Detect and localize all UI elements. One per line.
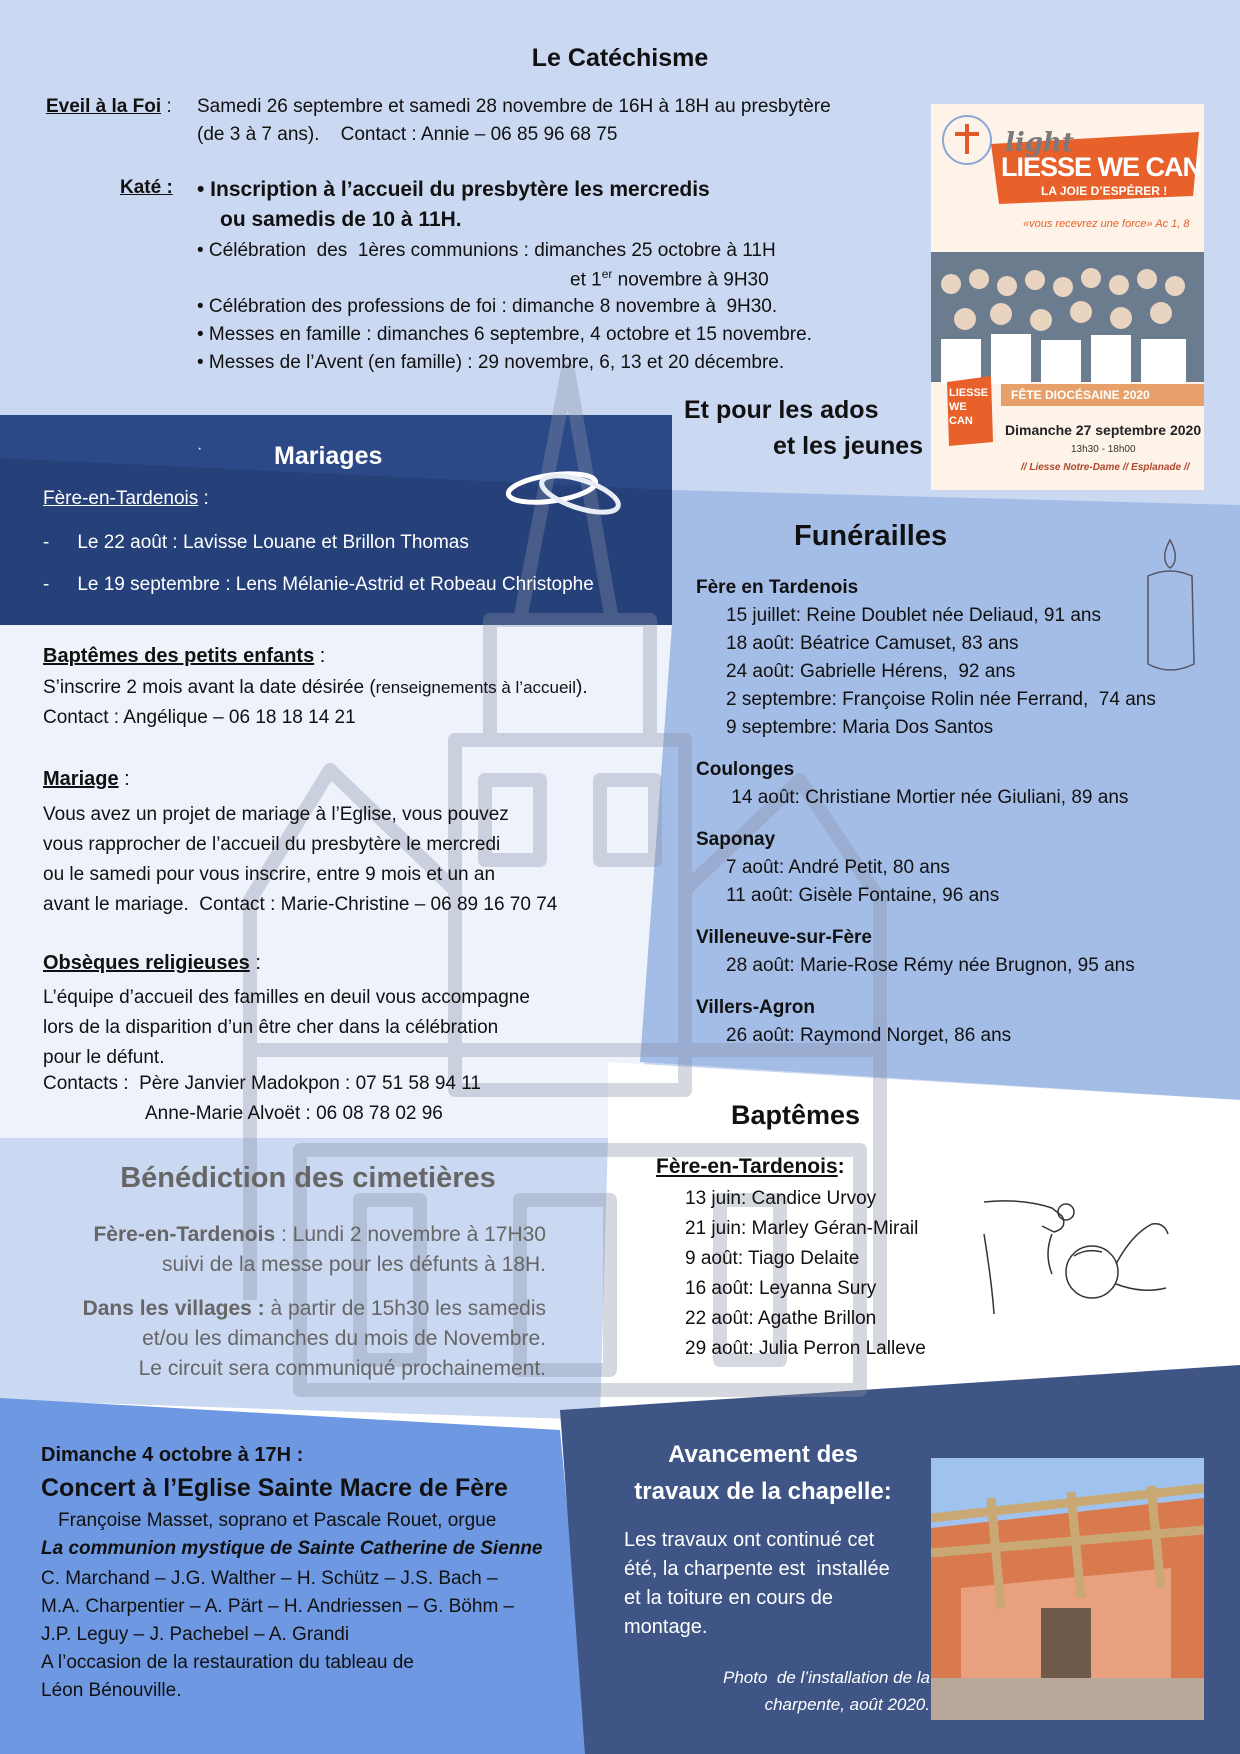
mariages-bullet: · xyxy=(197,440,203,457)
poster-top: light xyxy=(1005,128,1074,158)
ados-line-2: et les jeunes xyxy=(773,432,924,460)
funerailles-title: Funérailles xyxy=(794,520,948,552)
chapel-photo xyxy=(931,1458,1204,1720)
kate-line-1: • Inscription à l’accueil du presbytère les mercredis xyxy=(197,178,710,201)
text-line: avant le mariage. Contact : Marie-Christine – 06 89 16 70 74 xyxy=(43,894,558,915)
text-line: pour le défunt. xyxy=(43,1047,165,1068)
funerailles-entry: 24 août: Gabrielle Hérens, 92 ans xyxy=(726,661,1016,682)
benediction-fere: Fère-en-Tardenois : Lundi 2 novembre à 17H30 suivi de la messe pour les défunts à 18H. xyxy=(20,1220,546,1280)
funerailles-entry: 11 août: Gisèle Fontaine, 96 ans xyxy=(726,885,1000,906)
funerailles-entry: 26 août: Raymond Norget, 86 ans xyxy=(726,1025,1012,1046)
poster-logo: LIESSE WE CAN xyxy=(949,387,989,427)
bapteme-entry: 29 août: Julia Perron Lalleve xyxy=(685,1338,926,1359)
text-line: Les travaux ont continué cet xyxy=(624,1529,875,1551)
kate-label: Katé : xyxy=(120,177,173,198)
poster-hours: 13h30 - 18h00 xyxy=(1071,444,1136,455)
travaux-title-line-1: Avancement des xyxy=(668,1441,858,1468)
composer-line: M.A. Charpentier – A. Pärt – H. Andriessen – G. Böhm – xyxy=(41,1596,515,1617)
text-line: montage. xyxy=(624,1616,708,1638)
baptism-sketch-icon xyxy=(982,1194,1174,1318)
catechisme-title: Le Catéchisme xyxy=(531,44,709,72)
funerailles-entry: 2 septembre: Françoise Rolin née Ferrand, 74 ans xyxy=(726,689,1156,710)
caption-line-1: Photo de l’installation de la xyxy=(723,1668,930,1687)
kate-line-5: • Célébration des professions de foi : dimanche 8 novembre à 9H30. xyxy=(197,296,778,317)
mariage-item: - Le 19 septembre : Lens Mélanie-Astrid et Robeau Christophe xyxy=(43,574,594,595)
poster-band: FÊTE DIOCÉSAINE 2020 xyxy=(1011,388,1150,402)
poster-sub: LA JOIE D’ESPÉRER ! xyxy=(1041,184,1168,198)
funerailles-entry: 15 juillet: Reine Doublet née Deliaud, 91 ans xyxy=(726,605,1101,626)
mariage-item: - Le 22 août : Lavisse Louane et Brillon Thomas xyxy=(43,532,469,553)
concert-performers: Françoise Masset, soprano et Pascale Rouet, orgue xyxy=(58,1510,497,1531)
mariages-title: Mariages xyxy=(274,442,383,470)
concert-title: Concert à l’Eglise Sainte Macre de Fère xyxy=(41,1474,508,1502)
composer-line: C. Marchand – J.G. Walther – H. Schütz – J.S. Bach – xyxy=(41,1568,498,1589)
benediction-title: Bénédiction des cimetières xyxy=(120,1162,496,1194)
travaux-caption xyxy=(600,1664,930,1718)
kate-line-3: • Célébration des 1ères communions : dimanches 25 octobre à 11H xyxy=(197,240,776,261)
kate-line-2: ou samedis de 10 à 11H. xyxy=(220,208,462,231)
text-line: lors de la disparition d’un être cher dans la célébration xyxy=(43,1017,499,1038)
text-line: A l’occasion de la restauration du tableau de xyxy=(41,1652,414,1673)
concert-composers xyxy=(41,1565,514,1705)
eveil-line-1: Samedi 26 septembre et samedi 28 novembre de 16H à 18H au presbytère xyxy=(197,96,831,117)
text-line: et/ou les dimanches du mois de Novembre. xyxy=(142,1327,546,1350)
caption-line-2: charpente, août 2020. xyxy=(764,1695,930,1714)
funerailles-entry: 7 août: André Petit, 80 ans xyxy=(726,857,950,878)
mariage-info-text xyxy=(43,800,557,920)
funerailles-entry: 9 septembre: Maria Dos Santos xyxy=(726,717,994,738)
benediction-villages: Dans les villages : à partir de 15h30 les samedis et/ou les dimanches du mois de Novembre. Le circuit sera communiqué prochainement. xyxy=(20,1294,546,1384)
text-line: suivi de la messe pour les défunts à 18H. xyxy=(161,1253,546,1276)
mariage-info-heading: Mariage : xyxy=(43,768,130,790)
mariages-place: Fère-en-Tardenois : xyxy=(43,488,209,509)
text-line: Léon Bénouville. xyxy=(41,1680,182,1701)
ados-line-1: Et pour les ados xyxy=(684,396,879,424)
baptemes-title: Baptêmes xyxy=(731,1100,861,1130)
concert-date: Dimanche 4 octobre à 17H : xyxy=(41,1444,304,1466)
bapteme-entry: 16 août: Leyanna Sury xyxy=(685,1278,877,1299)
bapteme-entry: 22 août: Agathe Brillon xyxy=(685,1308,877,1329)
baptemes-list xyxy=(685,1184,926,1364)
kate-line-6: • Messes en famille : dimanches 6 septembre, 4 octobre et 15 novembre. xyxy=(197,324,812,345)
text-line: Vous avez un projet de mariage à l’Eglise, vous pouvez xyxy=(43,804,509,825)
funerailles-place: Coulonges xyxy=(696,759,795,780)
funerailles-place: Fère en Tardenois xyxy=(696,577,859,598)
concert-program: La communion mystique de Sainte Catherine de Sienne xyxy=(41,1538,543,1559)
obseques-heading: Obsèques religieuses : xyxy=(43,952,261,974)
funerailles-list xyxy=(696,574,1156,1050)
text-line: Le circuit sera communiqué prochainement. xyxy=(138,1357,546,1380)
travaux-text xyxy=(624,1526,890,1642)
baptemes-place: Fère-en-Tardenois: xyxy=(656,1155,845,1178)
baptemes-info-line-2: Contact : Angélique – 06 18 18 14 21 xyxy=(43,707,356,728)
eveil-label: Eveil à la Foi : xyxy=(46,96,172,117)
eveil-line-2: (de 3 à 7 ans). Contact : Annie – 06 85 96 68 75 xyxy=(197,124,618,145)
rings-icon xyxy=(502,460,626,520)
baptemes-info-line-1: S’inscrire 2 mois avant la date désirée (renseignements à l’accueil). xyxy=(43,677,588,698)
poster-headline: LIESSE WE CAN xyxy=(1001,152,1202,182)
funerailles-place: Villers-Agron xyxy=(696,997,815,1018)
poster-date: Dimanche 27 septembre 2020 xyxy=(1005,422,1202,438)
text-line: vous rapprocher de l’accueil du presbytère le mercredi xyxy=(43,834,501,855)
poster-place: // Liesse Notre-Dame // Esplanade // xyxy=(1021,462,1190,473)
liesse-poster xyxy=(931,104,1204,490)
kate-line-4: et 1er novembre à 9H30 xyxy=(570,267,769,291)
chapel-photo-art xyxy=(931,1458,1204,1720)
funerailles-place: Saponay xyxy=(696,829,776,850)
baptemes-info-heading: Baptêmes des petits enfants : xyxy=(43,645,326,667)
text-line: et la toiture en cours de xyxy=(624,1587,834,1609)
funerailles-entry: 28 août: Marie-Rose Rémy née Brugnon, 95 ans xyxy=(726,955,1135,976)
bapteme-entry: 9 août: Tiago Delaite xyxy=(685,1248,860,1269)
bapteme-entry: 21 juin: Marley Géran-Mirail xyxy=(685,1218,919,1239)
bapteme-entry: 13 juin: Candice Urvoy xyxy=(685,1188,877,1209)
text-line: L’équipe d’accueil des familles en deuil vous accompagne xyxy=(43,987,530,1008)
composer-line: J.P. Leguy – J. Pachebel – A. Grandi xyxy=(41,1624,350,1645)
funerailles-entry: 18 août: Béatrice Camuset, 83 ans xyxy=(726,633,1019,654)
text-line: ou le samedi pour vous inscrire, entre 9 mois et un an xyxy=(43,864,496,885)
poster-quote: «vous recevrez une force» Ac 1, 8 xyxy=(1023,218,1190,230)
text-line: été, la charpente est installée xyxy=(624,1558,890,1580)
obseques-contact-2: Anne-Marie Alvoët : 06 08 78 02 96 xyxy=(145,1103,443,1124)
travaux-title-line-2: travaux de la chapelle: xyxy=(634,1478,892,1505)
funerailles-entry: 14 août: Christiane Mortier née Giuliani, 89 ans xyxy=(726,787,1129,808)
funerailles-place: Villeneuve-sur-Fère xyxy=(696,927,873,948)
obseques-contact-1: Contacts : Père Janvier Madokpon : 07 51 58 94 11 xyxy=(43,1073,481,1094)
obseques-text xyxy=(43,983,530,1073)
travaux-title xyxy=(610,1436,916,1510)
kate-line-7: • Messes de l’Avent (en famille) : 29 novembre, 6, 13 et 20 décembre. xyxy=(197,352,785,373)
